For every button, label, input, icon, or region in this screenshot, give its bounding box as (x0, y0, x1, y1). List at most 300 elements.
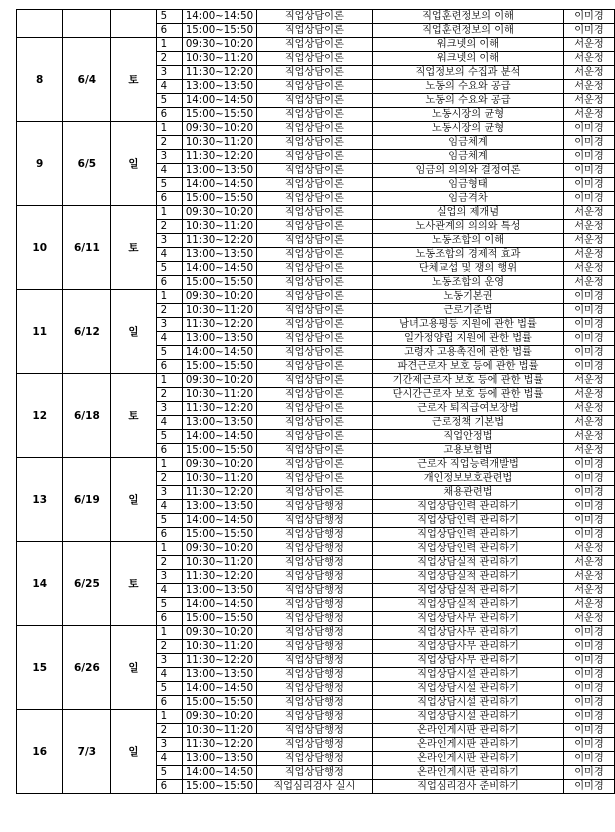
teacher-cell: 서운정 (563, 66, 614, 80)
teacher-cell: 이미경 (563, 164, 614, 178)
topic-cell: 직업상담실적 관리하기 (372, 570, 563, 584)
topic-cell: 노동조합의 운영 (372, 276, 563, 290)
topic-cell: 임금형태 (372, 178, 563, 192)
subject-cell: 직업상담행정 (256, 724, 372, 738)
period-cell: 3 (156, 66, 182, 80)
period-cell: 4 (156, 500, 182, 514)
subject-cell: 직업상담행정 (256, 710, 372, 724)
time-cell: 13:00~13:50 (182, 248, 256, 262)
teacher-cell: 서운정 (563, 542, 614, 556)
period-cell: 4 (156, 332, 182, 346)
subject-cell: 직업상담이론 (256, 220, 372, 234)
topic-cell: 근로정책 기본법 (372, 416, 563, 430)
subject-cell: 직업상담이론 (256, 52, 372, 66)
teacher-cell: 서운정 (563, 248, 614, 262)
period-cell: 2 (156, 52, 182, 66)
subject-cell: 직업상담행정 (256, 640, 372, 654)
period-cell: 4 (156, 668, 182, 682)
subject-cell: 직업상담행정 (256, 514, 372, 528)
time-cell: 15:00~15:50 (182, 528, 256, 542)
period-cell: 5 (156, 262, 182, 276)
teacher-cell: 이미경 (563, 654, 614, 668)
time-cell: 13:00~13:50 (182, 668, 256, 682)
topic-cell: 일가정양립 지원에 관한 법률 (372, 332, 563, 346)
period-cell: 5 (156, 94, 182, 108)
subject-cell: 직업상담이론 (256, 248, 372, 262)
subject-cell: 직업상담이론 (256, 122, 372, 136)
teacher-cell: 서운정 (563, 598, 614, 612)
subject-cell: 직업상담이론 (256, 444, 372, 458)
time-cell: 14:00~14:50 (182, 514, 256, 528)
subject-cell: 직업상담이론 (256, 276, 372, 290)
topic-cell: 온라인게시판 관리하기 (372, 738, 563, 752)
subject-cell: 직업상담행정 (256, 500, 372, 514)
period-cell: 1 (156, 542, 182, 556)
teacher-cell: 서운정 (563, 220, 614, 234)
topic-cell: 직업상담사무 관리하기 (372, 640, 563, 654)
period-cell: 4 (156, 80, 182, 94)
subject-cell: 직업심리검사 실시 (256, 780, 372, 794)
topic-cell: 실업의 제개념 (372, 206, 563, 220)
teacher-cell: 서운정 (563, 570, 614, 584)
time-cell: 11:30~12:20 (182, 318, 256, 332)
period-cell: 6 (156, 780, 182, 794)
subject-cell: 직업상담이론 (256, 80, 372, 94)
teacher-cell: 서운정 (563, 402, 614, 416)
time-cell: 14:00~14:50 (182, 262, 256, 276)
session-number-cell: 15 (17, 626, 63, 710)
weekday-cell (111, 10, 156, 38)
teacher-cell: 이미경 (563, 304, 614, 318)
teacher-cell: 이미경 (563, 346, 614, 360)
period-cell: 6 (156, 528, 182, 542)
teacher-cell: 이미경 (563, 668, 614, 682)
period-cell: 5 (156, 178, 182, 192)
session-number-cell: 11 (17, 290, 63, 374)
weekday-cell: 일 (111, 458, 156, 542)
teacher-cell: 서운정 (563, 612, 614, 626)
subject-cell: 직업상담이론 (256, 416, 372, 430)
subject-cell: 직업상담이론 (256, 24, 372, 38)
period-cell: 1 (156, 626, 182, 640)
table-row (17, 290, 615, 304)
teacher-cell: 이미경 (563, 626, 614, 640)
period-cell: 6 (156, 612, 182, 626)
period-cell: 4 (156, 752, 182, 766)
subject-cell: 직업상담이론 (256, 108, 372, 122)
subject-cell: 직업상담이론 (256, 262, 372, 276)
time-cell: 10:30~11:20 (182, 724, 256, 738)
topic-cell: 직업상담인력 관리하기 (372, 528, 563, 542)
subject-cell: 직업상담이론 (256, 38, 372, 52)
subject-cell: 직업상담행정 (256, 682, 372, 696)
period-cell: 5 (156, 682, 182, 696)
teacher-cell: 이미경 (563, 178, 614, 192)
topic-cell: 노동조합의 이해 (372, 234, 563, 248)
subject-cell: 직업상담행정 (256, 542, 372, 556)
period-cell: 2 (156, 304, 182, 318)
topic-cell: 노동기본권 (372, 290, 563, 304)
period-cell: 6 (156, 696, 182, 710)
period-cell: 6 (156, 444, 182, 458)
period-cell: 6 (156, 24, 182, 38)
subject-cell: 직업상담이론 (256, 346, 372, 360)
teacher-cell: 이미경 (563, 766, 614, 780)
teacher-cell: 이미경 (563, 752, 614, 766)
teacher-cell: 이미경 (563, 360, 614, 374)
topic-cell: 온라인게시판 관리하기 (372, 724, 563, 738)
time-cell: 10:30~11:20 (182, 556, 256, 570)
time-cell: 09:30~10:20 (182, 458, 256, 472)
subject-cell: 직업상담이론 (256, 388, 372, 402)
weekday-cell: 일 (111, 122, 156, 206)
topic-cell: 파견근로자 보호 등에 관한 법률 (372, 360, 563, 374)
topic-cell: 온라인게시판 관리하기 (372, 766, 563, 780)
teacher-cell: 이미경 (563, 24, 614, 38)
period-cell: 5 (156, 10, 182, 24)
time-cell: 11:30~12:20 (182, 66, 256, 80)
topic-cell: 임금체계 (372, 136, 563, 150)
subject-cell: 직업상담이론 (256, 94, 372, 108)
topic-cell: 임금체계 (372, 150, 563, 164)
teacher-cell: 이미경 (563, 682, 614, 696)
session-date-cell: 6/26 (63, 626, 111, 710)
topic-cell: 직업상담사무 관리하기 (372, 654, 563, 668)
topic-cell: 직업안정법 (372, 430, 563, 444)
time-cell: 09:30~10:20 (182, 122, 256, 136)
time-cell: 15:00~15:50 (182, 108, 256, 122)
subject-cell: 직업상담행정 (256, 738, 372, 752)
subject-cell: 직업상담이론 (256, 290, 372, 304)
weekday-cell: 일 (111, 626, 156, 710)
subject-cell: 직업상담행정 (256, 766, 372, 780)
subject-cell: 직업상담이론 (256, 360, 372, 374)
time-cell: 15:00~15:50 (182, 276, 256, 290)
teacher-cell: 서운정 (563, 38, 614, 52)
time-cell: 09:30~10:20 (182, 542, 256, 556)
period-cell: 6 (156, 192, 182, 206)
teacher-cell: 이미경 (563, 500, 614, 514)
weekday-cell: 토 (111, 206, 156, 290)
subject-cell: 직업상담이론 (256, 10, 372, 24)
topic-cell: 직업상담인력 관리하기 (372, 514, 563, 528)
topic-cell: 기간제근로자 보호 등에 관한 법률 (372, 374, 563, 388)
table-row (17, 542, 615, 556)
time-cell: 11:30~12:20 (182, 402, 256, 416)
topic-cell: 직업훈련정보의 이해 (372, 24, 563, 38)
session-date-cell: 6/12 (63, 290, 111, 374)
topic-cell: 직업정보의 수집과 분석 (372, 66, 563, 80)
time-cell: 14:00~14:50 (182, 682, 256, 696)
teacher-cell: 이미경 (563, 136, 614, 150)
topic-cell: 노동시장의 균형 (372, 122, 563, 136)
teacher-cell: 서운정 (563, 108, 614, 122)
time-cell: 15:00~15:50 (182, 444, 256, 458)
period-cell: 3 (156, 738, 182, 752)
teacher-cell: 서운정 (563, 374, 614, 388)
subject-cell: 직업상담이론 (256, 66, 372, 80)
subject-cell: 직업상담이론 (256, 304, 372, 318)
schedule-body (17, 10, 615, 794)
subject-cell: 직업상담이론 (256, 486, 372, 500)
subject-cell: 직업상담이론 (256, 136, 372, 150)
period-cell: 5 (156, 766, 182, 780)
period-cell: 5 (156, 598, 182, 612)
teacher-cell: 서운정 (563, 388, 614, 402)
table-row (17, 206, 615, 220)
period-cell: 1 (156, 290, 182, 304)
teacher-cell: 이미경 (563, 640, 614, 654)
subject-cell: 직업상담이론 (256, 318, 372, 332)
teacher-cell: 서운정 (563, 262, 614, 276)
topic-cell: 남녀고용평등 지원에 관한 법률 (372, 318, 563, 332)
table-row (17, 626, 615, 640)
time-cell: 14:00~14:50 (182, 346, 256, 360)
time-cell: 11:30~12:20 (182, 738, 256, 752)
teacher-cell: 서운정 (563, 80, 614, 94)
teacher-cell: 서운정 (563, 206, 614, 220)
topic-cell: 노동의 수요와 공급 (372, 94, 563, 108)
time-cell: 10:30~11:20 (182, 52, 256, 66)
period-cell: 4 (156, 584, 182, 598)
subject-cell: 직업상담행정 (256, 528, 372, 542)
topic-cell: 노동시장의 균형 (372, 108, 563, 122)
session-date-cell: 6/25 (63, 542, 111, 626)
topic-cell: 임금격차 (372, 192, 563, 206)
weekday-cell: 토 (111, 38, 156, 122)
session-number-cell: 13 (17, 458, 63, 542)
teacher-cell: 서운정 (563, 430, 614, 444)
topic-cell: 직업상담시설 관리하기 (372, 668, 563, 682)
time-cell: 13:00~13:50 (182, 500, 256, 514)
time-cell: 13:00~13:50 (182, 416, 256, 430)
time-cell: 13:00~13:50 (182, 752, 256, 766)
subject-cell: 직업상담이론 (256, 234, 372, 248)
schedule-document (16, 9, 615, 794)
period-cell: 4 (156, 416, 182, 430)
time-cell: 09:30~10:20 (182, 626, 256, 640)
topic-cell: 근로기준법 (372, 304, 563, 318)
subject-cell: 직업상담이론 (256, 402, 372, 416)
teacher-cell: 이미경 (563, 318, 614, 332)
time-cell: 10:30~11:20 (182, 220, 256, 234)
teacher-cell: 이미경 (563, 192, 614, 206)
session-date-cell: 6/5 (63, 122, 111, 206)
teacher-cell: 서운정 (563, 234, 614, 248)
time-cell: 14:00~14:50 (182, 10, 256, 24)
topic-cell: 직업상담사무 관리하기 (372, 626, 563, 640)
period-cell: 2 (156, 724, 182, 738)
teacher-cell: 이미경 (563, 738, 614, 752)
weekday-cell: 토 (111, 542, 156, 626)
subject-cell: 직업상담이론 (256, 164, 372, 178)
weekday-cell: 일 (111, 710, 156, 794)
period-cell: 4 (156, 164, 182, 178)
subject-cell: 직업상담행정 (256, 668, 372, 682)
time-cell: 13:00~13:50 (182, 332, 256, 346)
subject-cell: 직업상담행정 (256, 584, 372, 598)
time-cell: 13:00~13:50 (182, 80, 256, 94)
subject-cell: 직업상담행정 (256, 654, 372, 668)
subject-cell: 직업상담이론 (256, 332, 372, 346)
subject-cell: 직업상담이론 (256, 192, 372, 206)
subject-cell: 직업상담이론 (256, 472, 372, 486)
teacher-cell: 이미경 (563, 458, 614, 472)
period-cell: 3 (156, 318, 182, 332)
topic-cell: 고령자 고용촉진에 관한 법률 (372, 346, 563, 360)
session-date-cell: 7/3 (63, 710, 111, 794)
subject-cell: 직업상담행정 (256, 570, 372, 584)
topic-cell: 직업상담인력 관리하기 (372, 500, 563, 514)
period-cell: 2 (156, 220, 182, 234)
teacher-cell: 서운정 (563, 444, 614, 458)
subject-cell: 직업상담행정 (256, 626, 372, 640)
teacher-cell: 이미경 (563, 486, 614, 500)
time-cell: 15:00~15:50 (182, 192, 256, 206)
teacher-cell: 이미경 (563, 780, 614, 794)
session-number-cell: 16 (17, 710, 63, 794)
session-number-cell: 9 (17, 122, 63, 206)
teacher-cell: 서운정 (563, 94, 614, 108)
time-cell: 09:30~10:20 (182, 290, 256, 304)
weekday-cell: 토 (111, 374, 156, 458)
time-cell: 09:30~10:20 (182, 710, 256, 724)
teacher-cell: 이미경 (563, 290, 614, 304)
period-cell: 2 (156, 388, 182, 402)
period-cell: 3 (156, 150, 182, 164)
topic-cell: 노사관계의 의의와 특성 (372, 220, 563, 234)
subject-cell: 직업상담이론 (256, 150, 372, 164)
topic-cell: 직업상담시설 관리하기 (372, 696, 563, 710)
period-cell: 5 (156, 346, 182, 360)
topic-cell: 단체교섭 및 쟁의 행위 (372, 262, 563, 276)
session-date-cell: 6/4 (63, 38, 111, 122)
teacher-cell: 이미경 (563, 10, 614, 24)
period-cell: 5 (156, 514, 182, 528)
topic-cell: 노동조합의 경제적 효과 (372, 248, 563, 262)
time-cell: 14:00~14:50 (182, 94, 256, 108)
topic-cell: 워크넷의 이해 (372, 52, 563, 66)
period-cell: 3 (156, 486, 182, 500)
topic-cell: 직업상담실적 관리하기 (372, 556, 563, 570)
time-cell: 14:00~14:50 (182, 178, 256, 192)
topic-cell: 임금의 의의와 결정여론 (372, 164, 563, 178)
period-cell: 2 (156, 640, 182, 654)
time-cell: 13:00~13:50 (182, 164, 256, 178)
topic-cell: 채용관련법 (372, 486, 563, 500)
subject-cell: 직업상담이론 (256, 206, 372, 220)
time-cell: 09:30~10:20 (182, 206, 256, 220)
period-cell: 1 (156, 206, 182, 220)
time-cell: 10:30~11:20 (182, 136, 256, 150)
topic-cell: 직업상담실적 관리하기 (372, 598, 563, 612)
topic-cell: 직업상담시설 관리하기 (372, 710, 563, 724)
table-row (17, 122, 615, 136)
topic-cell: 단시간근로자 보호 등에 관한 법률 (372, 388, 563, 402)
topic-cell: 근로자 직업능력개발법 (372, 458, 563, 472)
table-row (17, 38, 615, 52)
time-cell: 15:00~15:50 (182, 360, 256, 374)
subject-cell: 직업상담행정 (256, 752, 372, 766)
teacher-cell: 서운정 (563, 276, 614, 290)
teacher-cell: 이미경 (563, 696, 614, 710)
session-date-cell: 6/18 (63, 374, 111, 458)
time-cell: 11:30~12:20 (182, 234, 256, 248)
time-cell: 10:30~11:20 (182, 388, 256, 402)
topic-cell: 직업훈련정보의 이해 (372, 10, 563, 24)
subject-cell: 직업상담이론 (256, 374, 372, 388)
period-cell: 3 (156, 234, 182, 248)
session-number-cell: 10 (17, 206, 63, 290)
period-cell: 1 (156, 458, 182, 472)
time-cell: 15:00~15:50 (182, 612, 256, 626)
teacher-cell: 서운정 (563, 584, 614, 598)
subject-cell: 직업상담이론 (256, 178, 372, 192)
teacher-cell: 이미경 (563, 528, 614, 542)
teacher-cell: 이미경 (563, 710, 614, 724)
table-row (17, 710, 615, 724)
period-cell: 6 (156, 108, 182, 122)
time-cell: 09:30~10:20 (182, 38, 256, 52)
period-cell: 1 (156, 374, 182, 388)
teacher-cell: 서운정 (563, 52, 614, 66)
time-cell: 11:30~12:20 (182, 150, 256, 164)
teacher-cell: 이미경 (563, 472, 614, 486)
time-cell: 15:00~15:50 (182, 24, 256, 38)
time-cell: 14:00~14:50 (182, 598, 256, 612)
time-cell: 15:00~15:50 (182, 780, 256, 794)
topic-cell: 직업상담인력 관리하기 (372, 542, 563, 556)
period-cell: 2 (156, 556, 182, 570)
topic-cell: 직업심리검사 준비하기 (372, 780, 563, 794)
time-cell: 10:30~11:20 (182, 640, 256, 654)
schedule-table (16, 9, 615, 794)
time-cell: 11:30~12:20 (182, 654, 256, 668)
topic-cell: 개인정보보호관련법 (372, 472, 563, 486)
period-cell: 2 (156, 136, 182, 150)
period-cell: 3 (156, 402, 182, 416)
teacher-cell: 이미경 (563, 332, 614, 346)
subject-cell: 직업상담행정 (256, 696, 372, 710)
subject-cell: 직업상담행정 (256, 598, 372, 612)
topic-cell: 직업상담실적 관리하기 (372, 584, 563, 598)
topic-cell: 직업상담시설 관리하기 (372, 682, 563, 696)
session-date-cell (63, 10, 111, 38)
session-number-cell: 8 (17, 38, 63, 122)
period-cell: 3 (156, 654, 182, 668)
subject-cell: 직업상담이론 (256, 458, 372, 472)
session-number-cell (17, 10, 63, 38)
period-cell: 6 (156, 276, 182, 290)
session-number-cell: 14 (17, 542, 63, 626)
topic-cell: 직업상담사무 관리하기 (372, 612, 563, 626)
period-cell: 1 (156, 38, 182, 52)
time-cell: 10:30~11:20 (182, 472, 256, 486)
subject-cell: 직업상담행정 (256, 556, 372, 570)
time-cell: 11:30~12:20 (182, 570, 256, 584)
table-row (17, 10, 615, 24)
table-row (17, 374, 615, 388)
teacher-cell: 이미경 (563, 122, 614, 136)
time-cell: 10:30~11:20 (182, 304, 256, 318)
topic-cell: 노동의 수요와 공급 (372, 80, 563, 94)
period-cell: 3 (156, 570, 182, 584)
time-cell: 09:30~10:20 (182, 374, 256, 388)
time-cell: 13:00~13:50 (182, 584, 256, 598)
weekday-cell: 일 (111, 290, 156, 374)
teacher-cell: 서운정 (563, 556, 614, 570)
session-number-cell: 12 (17, 374, 63, 458)
